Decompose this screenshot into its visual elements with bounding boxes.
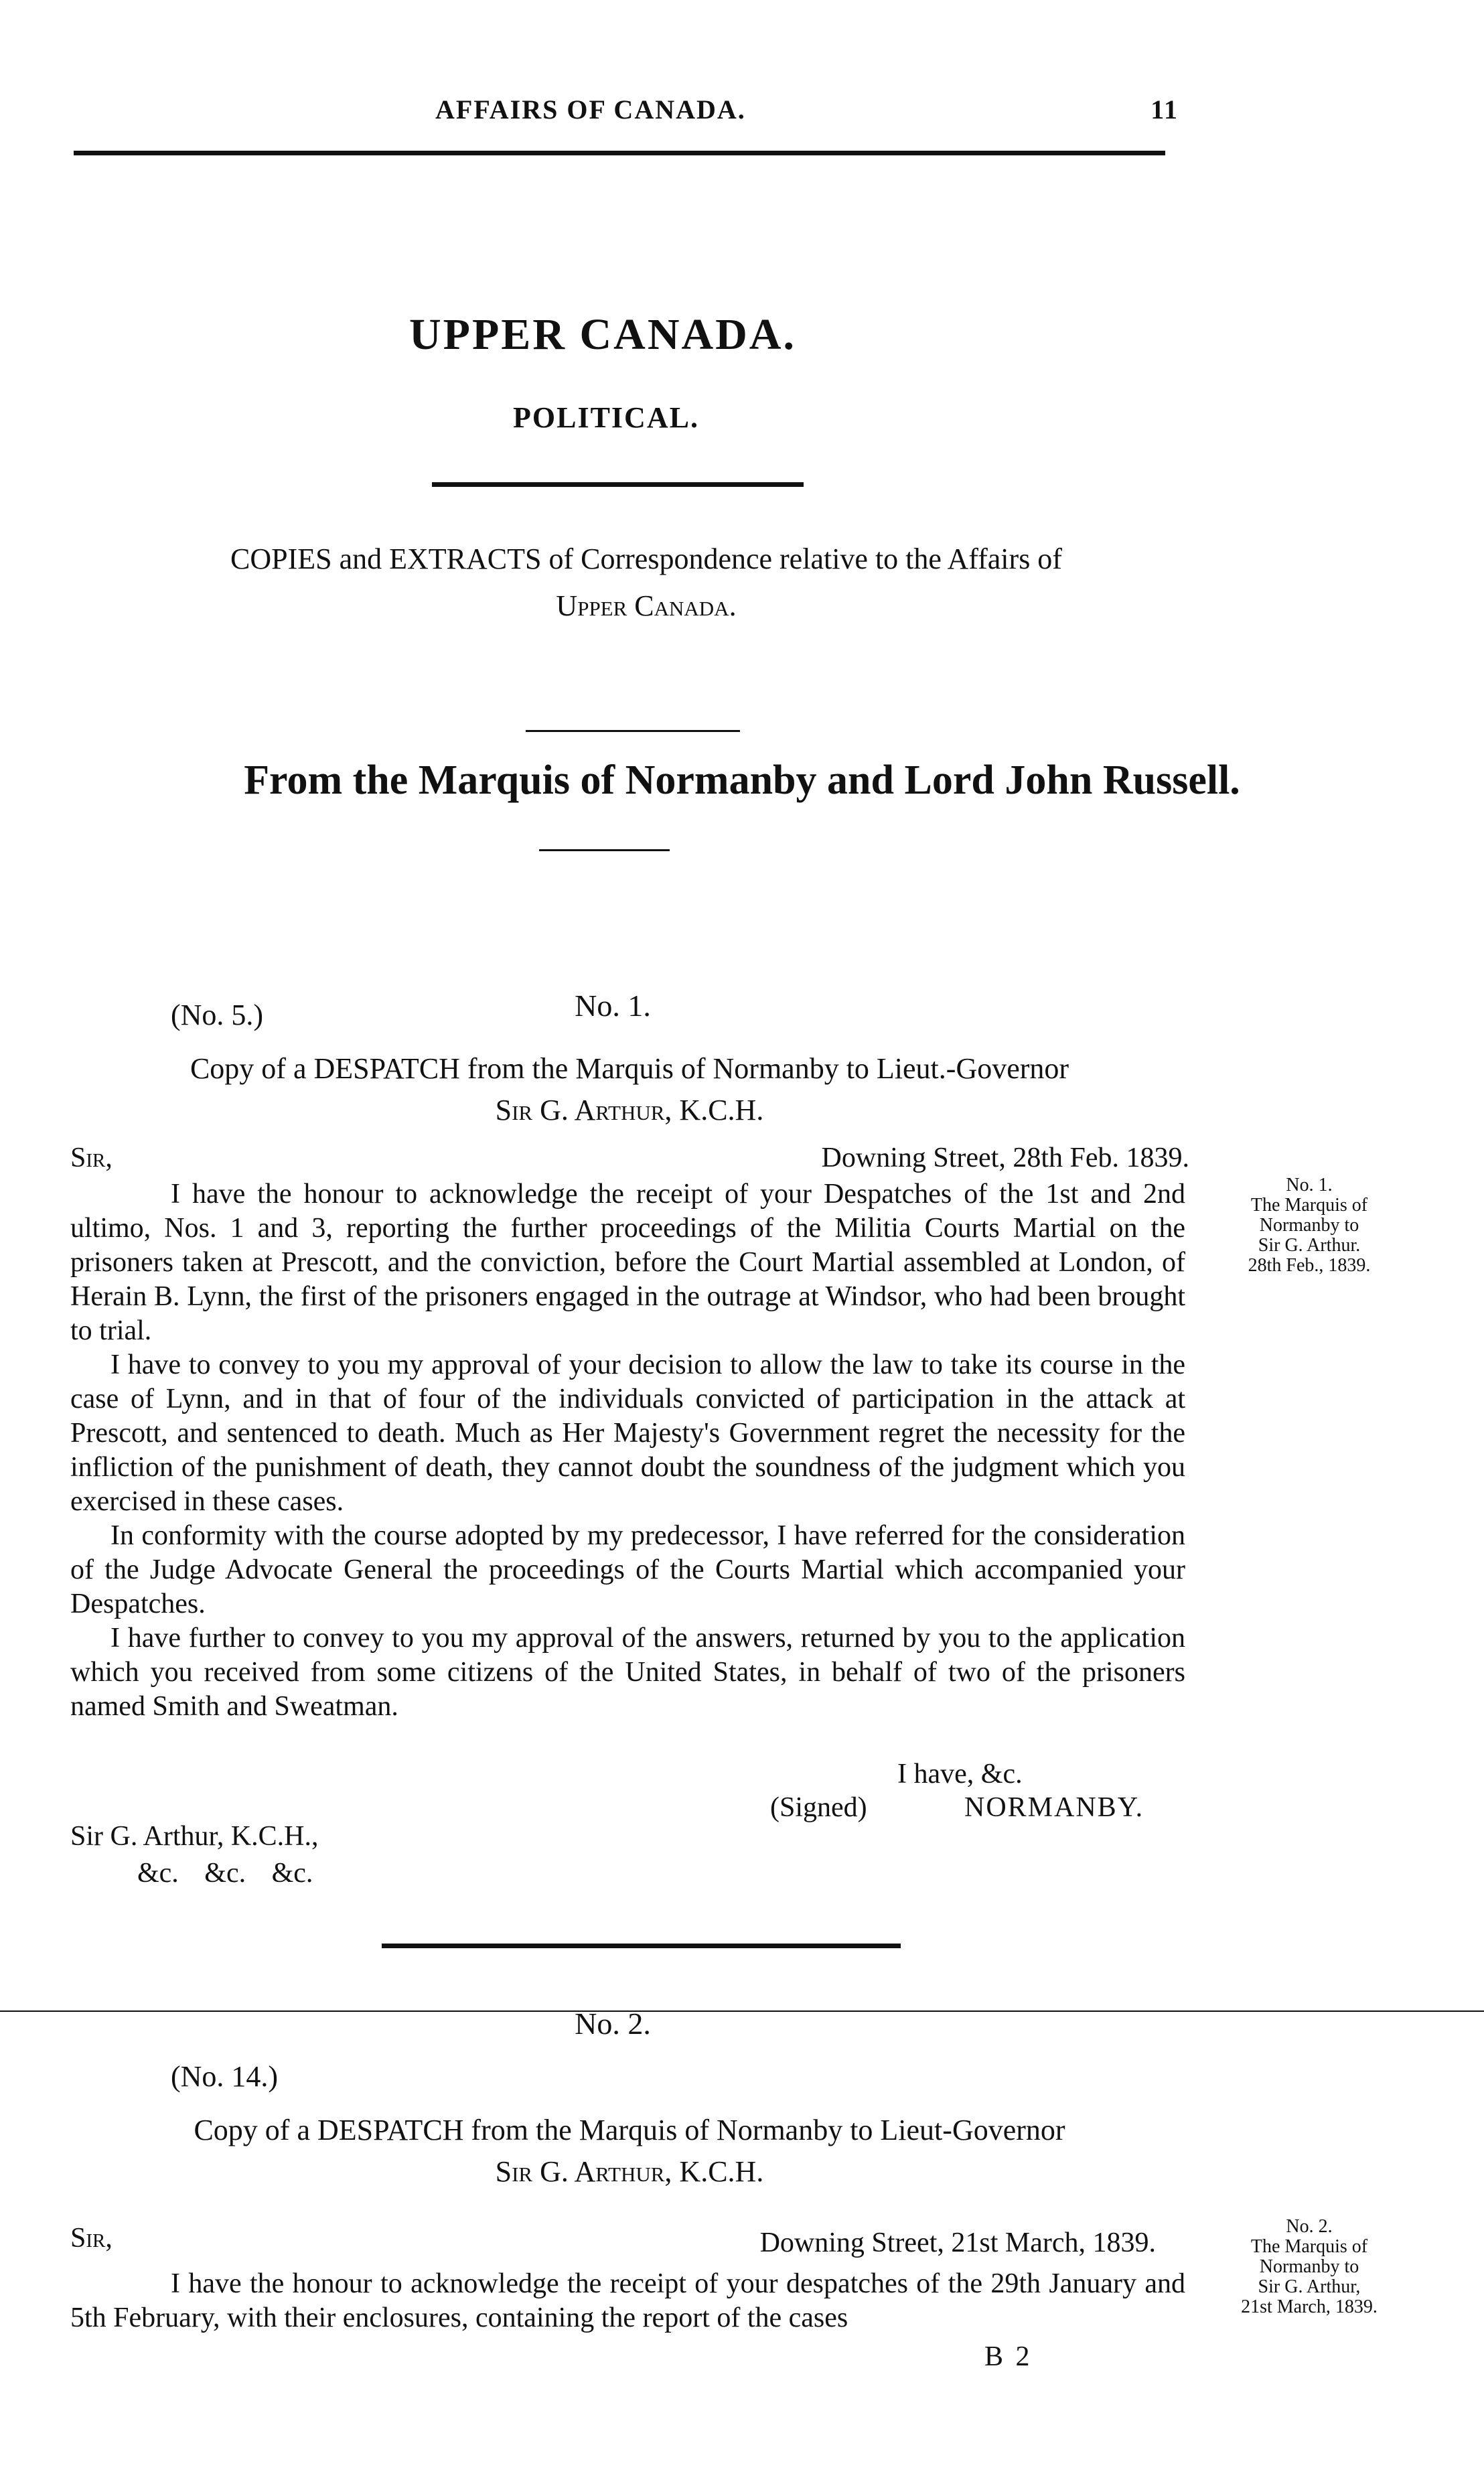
signature-mark: B 2	[984, 2341, 1033, 2372]
despatch-1-copy-line-2: Sir G. Arthur, K.C.H.	[495, 1094, 764, 1126]
intro-line-1: COPIES and EXTRACTS of Correspondence relative to the Affairs of	[230, 542, 1062, 575]
despatch-2-margin-note	[1212, 2217, 1406, 2317]
margin-note-line: No. 2.	[1286, 2216, 1333, 2237]
despatch-1-addressee-etc: &c. &c. &c.	[137, 1858, 313, 1889]
despatch-2-copy-heading	[64, 2110, 1195, 2193]
section-heading: From the Marquis of Normanby and Lord John Russell.	[244, 757, 1240, 803]
despatch-1-margin-note	[1212, 1175, 1406, 1276]
despatch-1-signed-label: (Signed)	[770, 1792, 867, 1823]
despatch-2-copy-line-1: Copy of a DESPATCH from the Marquis of Normanby to Lieut-Governor	[194, 2114, 1065, 2146]
short-rule-1	[526, 730, 740, 732]
despatch-1-copy-line-1: Copy of a DESPATCH from the Marquis of Normanby to Lieut.-Governor	[190, 1052, 1069, 1085]
page-title: UPPER CANADA.	[409, 310, 796, 359]
despatch-1-salutation: Sir,	[70, 1143, 113, 1173]
despatch-2-date: Downing Street, 21st March, 1839.	[759, 2227, 1156, 2258]
margin-note-line: The Marquis of	[1250, 2236, 1368, 2257]
page-number: 11	[1151, 94, 1179, 125]
despatch-2-number: No. 2.	[575, 2006, 651, 2041]
margin-note-line: 28th Feb., 1839.	[1248, 1255, 1371, 1276]
margin-note-line: Sir G. Arthur,	[1258, 2276, 1361, 2297]
despatch-2-para-1: I have the honour to acknowledge the receipt of your despatches of the 29th January and 5th February, with their enclosures, containing the report of the cases	[70, 2268, 1185, 2333]
margin-note-line: The Marquis of	[1250, 1195, 1368, 1216]
despatch-1-para-4: I have further to convey to you my approval of the answers, returned by you to the application which you received from some citizens of the United States, in behalf of two of the prisoners named Smith and Sweatman.	[70, 1623, 1185, 1722]
section-rule	[382, 1944, 901, 1948]
despatch-1-ref: (No. 5.)	[171, 999, 264, 1031]
running-head-title: AFFAIRS OF CANADA.	[435, 94, 746, 125]
despatch-2-copy-line-2: Sir G. Arthur, K.C.H.	[495, 2155, 764, 2188]
intro-line-2: Upper Canada.	[556, 589, 737, 622]
despatch-1-signature: NORMANBY.	[964, 1792, 1144, 1823]
short-rule-2	[539, 849, 670, 851]
margin-note-line: Sir G. Arthur.	[1258, 1235, 1361, 1256]
margin-note-line: 21st March, 1839.	[1241, 2296, 1378, 2317]
despatch-2-ref: (No. 14.)	[171, 2060, 279, 2093]
despatch-1-number: No. 1.	[575, 989, 651, 1023]
despatch-2-salutation: Sir,	[70, 2223, 113, 2254]
page-subtitle: POLITICAL.	[513, 401, 699, 434]
despatch-1-body	[70, 1177, 1185, 1724]
despatch-1-addressee: Sir G. Arthur, K.C.H.,	[70, 1821, 319, 1852]
despatch-1-closing: I have, &c.	[897, 1759, 1023, 1789]
margin-note-line: Normanby to	[1259, 2256, 1359, 2277]
margin-note-line: Normanby to	[1259, 1215, 1359, 1236]
despatch-1-date: Downing Street, 28th Feb. 1839.	[821, 1143, 1189, 1173]
despatch-1-para-2: I have to convey to you my approval of your decision to allow the law to take its course in the case of Lynn, and in that of four of the individuals convicted of participation in the attack at Prescott, and sentenced to death. Much as Her Majesty's Government regret the necessity for the infliction of the punishment of death, they cannot doubt the soundness of the judgment which you exercised in these cases.	[70, 1349, 1185, 1517]
margin-note-line: No. 1.	[1286, 1175, 1333, 1195]
despatch-1-copy-heading	[67, 1048, 1192, 1131]
header-rule	[74, 151, 1165, 155]
despatch-2-body	[70, 2267, 1185, 2335]
despatch-1-para-3: In conformity with the course adopted by my predecessor, I have referred for the consideration of the Judge Advocate General the proceedings of the Courts Martial which accompanied your Despatches.	[70, 1520, 1185, 1619]
heading-rule	[432, 482, 804, 487]
despatch-1-para-1: I have the honour to acknowledge the receipt of your Despatches of the 1st and 2nd ultimo, Nos. 1 and 3, reporting the further proceedings of the Militia Courts Martial on the prisoners taken at Prescott, and the conviction, before the Court Martial assembled at London, of Herain B. Lynn, the first of the prisoners engaged in the outrage at Windsor, who had been brought to trial.	[70, 1179, 1185, 1346]
intro-text	[94, 536, 1199, 630]
